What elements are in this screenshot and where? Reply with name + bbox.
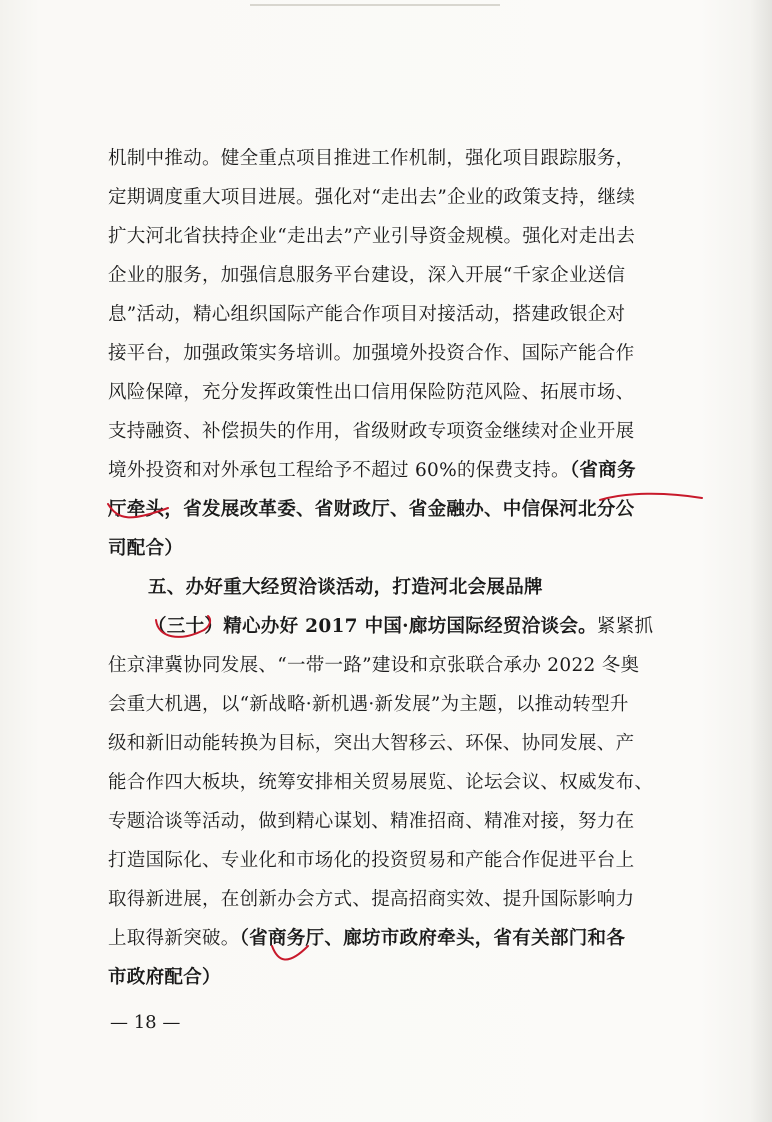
responsibility-note: （省商务厅、廊坊市政府牵头，省有关部门和各 (239, 928, 626, 949)
scan-top-mark (250, 4, 500, 6)
text-line: 住京津冀协同发展、“一带一路”建设和京张联合承办 2022 冬奥 (108, 655, 640, 676)
page-number: — 18 — (110, 1012, 181, 1033)
text-line: 能合作四大板块，统筹安排相关贸易展览、论坛会议、权威发布、 (108, 772, 654, 793)
item-title: （三十）精心办好 2017 中国·廊坊国际经贸洽谈会。 (148, 616, 597, 637)
responsibility-note-line: 厅牵头，省发展改革委、省财政厅、省金融办、中信保河北分公 (108, 499, 635, 520)
text-line: 接平台，加强政策实务培训。加强境外投资合作、国际产能合作 (108, 343, 635, 364)
document-body (108, 139, 688, 997)
responsibility-note: （省商务 (569, 460, 636, 481)
text-line: 定期调度重大项目进展。强化对“走出去”企业的政策支持，继续 (108, 187, 636, 208)
responsibility-note-line: 司配合） (108, 538, 184, 559)
text-line: 息”活动，精心组织国际产能合作项目对接活动，搭建政银企对 (108, 304, 626, 325)
text-line: 级和新旧动能转换为目标，突出大智移云、环保、协同发展、产 (108, 733, 635, 754)
text-line (108, 451, 688, 490)
text-line: 会重大机遇，以“新战略·新机遇·新发展”为主题，以推动转型升 (108, 694, 629, 715)
text-line: 支持融资、补偿损失的作用，省级财政专项资金继续对企业开展 (108, 421, 635, 442)
text-line (108, 607, 688, 646)
page-edge-shadow (750, 0, 772, 1122)
text-line: 打造国际化、专业化和市场化的投资贸易和产能合作促进平台上 (108, 850, 635, 871)
text-span: 紧紧抓 (596, 616, 654, 637)
text-line (108, 919, 688, 958)
text-line: 取得新进展，在创新办会方式、提高招商实效、提升国际影响力 (108, 889, 635, 910)
text-line: 扩大河北省扶持企业“走出去”产业引导资金规模。强化对走出去 (108, 226, 636, 247)
text-line: 机制中推动。健全重点项目推进工作机制，强化项目跟踪服务， (108, 148, 635, 169)
text-line: 专题洽谈等活动，做到精心谋划、精准招商、精准对接，努力在 (108, 811, 635, 832)
text-line: 风险保障，充分发挥政策性出口信用保险防范风险、拓展市场、 (108, 382, 635, 403)
responsibility-note-line: 市政府配合） (108, 967, 221, 988)
text-line: 企业的服务，加强信息服务平台建设，深入开展“千家企业送信 (108, 265, 626, 286)
text-span: 上取得新突破。 (108, 928, 240, 949)
section-heading: 五、办好重大经贸洽谈活动，打造河北会展品牌 (148, 577, 543, 598)
text-span: 境外投资和对外承包工程给予不超过 60%的保费支持。 (108, 460, 570, 481)
